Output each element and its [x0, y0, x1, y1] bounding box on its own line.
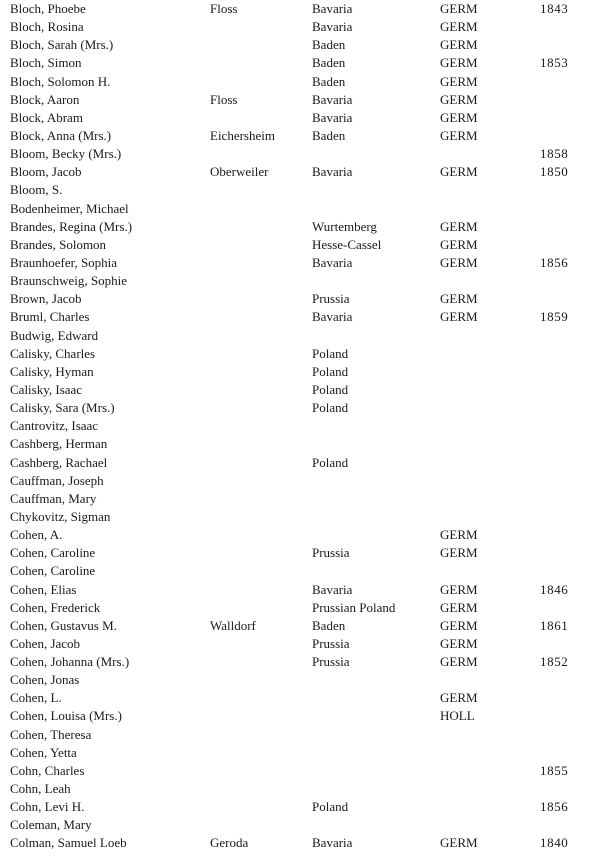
entry-name: Cashberg, Herman [10, 436, 108, 452]
entry-name: Cohen, Yetta [10, 744, 77, 760]
entry-region: Prussia [312, 291, 350, 307]
register-row [0, 181, 590, 199]
entry-region: Prussia [312, 635, 350, 651]
entry-country: GERM [440, 635, 478, 651]
entry-name: Brandes, Solomon [10, 236, 107, 252]
entry-name: Bruml, Charles [10, 309, 90, 325]
register-row [0, 581, 590, 599]
register-row [0, 762, 590, 780]
entry-region: Bavaria [312, 254, 353, 270]
entry-country: GERM [440, 1, 478, 16]
entry-country: HOLL [440, 708, 475, 724]
register-row [0, 689, 590, 707]
register-row [0, 363, 590, 381]
entry-country: GERM [440, 654, 478, 670]
entry-country: GERM [440, 164, 478, 180]
register-row [0, 236, 590, 254]
entry-year: 1858 [540, 146, 569, 162]
entry-region: Baden [312, 37, 346, 53]
entry-name: Cashberg, Rachael [10, 454, 108, 470]
register-row [0, 417, 590, 435]
entry-year: 1843 [540, 1, 569, 16]
entry-town: Eichersheim [210, 127, 275, 143]
entry-region: Hesse-Cassel [312, 236, 382, 252]
entry-region: Baden [312, 73, 346, 89]
register-row [0, 127, 590, 145]
entry-region: Prussia [312, 545, 350, 561]
entry-country: GERM [440, 599, 478, 615]
entry-region: Prussian Poland [312, 599, 396, 615]
entry-name: Cohen, A. [10, 527, 63, 543]
register-row [0, 200, 590, 218]
entry-country: GERM [440, 109, 478, 125]
register-row [0, 726, 590, 744]
entry-name: Cohen, Johanna (Mrs.) [10, 654, 130, 670]
entry-name: Cohen, Caroline [10, 563, 96, 579]
register-row [0, 780, 590, 798]
entry-country: GERM [440, 527, 478, 543]
entry-year: 1852 [540, 654, 569, 670]
register-row [0, 272, 590, 290]
register-row [0, 399, 590, 417]
register-row [0, 18, 590, 36]
register-row [0, 798, 590, 816]
entry-region: Poland [312, 363, 349, 379]
entry-town: Geroda [210, 835, 249, 851]
register-row [0, 163, 590, 181]
entry-country: GERM [440, 37, 478, 53]
entry-name: Calisky, Sara (Mrs.) [10, 400, 115, 416]
entry-region: Bavaria [312, 19, 353, 35]
register-row [0, 744, 590, 762]
entry-name: Bloch, Rosina [10, 19, 84, 35]
register-row [0, 599, 590, 617]
register-row [0, 308, 590, 326]
entry-name: Braunhoefer, Sophia [10, 254, 118, 270]
register-row [0, 327, 590, 345]
register-row [0, 254, 590, 272]
register-row [0, 671, 590, 689]
register-row [0, 617, 590, 635]
register-row [0, 381, 590, 399]
entry-name: Block, Abram [10, 109, 83, 125]
entry-region: Baden [312, 617, 346, 633]
register-row [0, 508, 590, 526]
entry-year: 1840 [540, 835, 569, 851]
entry-country: GERM [440, 617, 478, 633]
entry-country: GERM [440, 73, 478, 89]
entry-name: Brown, Jacob [10, 291, 82, 307]
entry-name: Brandes, Regina (Mrs.) [10, 218, 133, 234]
entry-name: Cohn, Charles [10, 762, 85, 778]
entry-name: Cohen, Theresa [10, 726, 92, 742]
entry-name: Bloch, Phoebe [10, 1, 86, 16]
entry-region: Bavaria [312, 1, 353, 16]
register-row [0, 472, 590, 490]
entry-year: 1859 [540, 309, 569, 325]
register-row [0, 635, 590, 653]
entry-region: Wurtemberg [312, 218, 377, 234]
register-row [0, 91, 590, 109]
register-row [0, 290, 590, 308]
entry-region: Bavaria [312, 164, 353, 180]
entry-region: Bavaria [312, 109, 353, 125]
register-row [0, 834, 590, 852]
register-row [0, 490, 590, 508]
entry-country: GERM [440, 19, 478, 35]
entry-name: Block, Anna (Mrs.) [10, 127, 112, 143]
entry-town: Floss [210, 91, 238, 107]
entry-year: 1850 [540, 164, 569, 180]
register-row [0, 435, 590, 453]
entry-name: Braunschweig, Sophie [10, 273, 127, 289]
entry-name: Cohn, Levi H. [10, 799, 85, 815]
entry-country: GERM [440, 218, 478, 234]
entry-name: Cohen, L. [10, 690, 62, 706]
entry-name: Cantrovitz, Isaac [10, 418, 99, 434]
register-row [0, 345, 590, 363]
entry-name: Block, Aaron [10, 91, 80, 107]
entry-country: GERM [440, 254, 478, 270]
entry-region: Bavaria [312, 309, 353, 325]
register-row [0, 454, 590, 472]
register-row [0, 36, 590, 54]
entry-country: GERM [440, 309, 478, 325]
entry-region: Bavaria [312, 835, 353, 851]
entry-region: Baden [312, 55, 346, 71]
entry-name: Cohen, Jacob [10, 635, 81, 651]
entry-region: Poland [312, 381, 349, 397]
register-row [0, 0, 590, 18]
register-row [0, 526, 590, 544]
entry-name: Bloom, Becky (Mrs.) [10, 146, 122, 162]
entry-name: Chykovitz, Sigman [10, 508, 111, 524]
entry-region: Baden [312, 127, 346, 143]
entry-country: GERM [440, 545, 478, 561]
entry-year: 1846 [540, 581, 569, 597]
entry-name: Bloom, Jacob [10, 164, 82, 180]
entry-region: Poland [312, 799, 349, 815]
entry-name: Bloch, Sarah (Mrs.) [10, 37, 114, 53]
entry-name: Cohen, Caroline [10, 545, 96, 561]
entry-name: Cauffman, Mary [10, 490, 97, 506]
entry-country: GERM [440, 690, 478, 706]
entry-country: GERM [440, 236, 478, 252]
entry-region: Bavaria [312, 581, 353, 597]
entry-country: GERM [440, 835, 478, 851]
entry-name: Coleman, Mary [10, 817, 92, 833]
entry-region: Poland [312, 454, 349, 470]
entry-town: Oberweiler [210, 164, 269, 180]
entry-year: 1861 [540, 617, 569, 633]
entry-name: Budwig, Edward [10, 327, 99, 343]
register-row [0, 109, 590, 127]
entry-year: 1856 [540, 254, 569, 270]
register-row [0, 562, 590, 580]
entry-name: Cauffman, Joseph [10, 472, 104, 488]
entry-name: Calisky, Hyman [10, 363, 94, 379]
register-row [0, 653, 590, 671]
entry-name: Calisky, Charles [10, 345, 96, 361]
entry-region: Poland [312, 400, 349, 416]
register-row [0, 707, 590, 725]
register-row [0, 145, 590, 163]
entry-name: Cohen, Elias [10, 581, 77, 597]
entry-country: GERM [440, 581, 478, 597]
entry-name: Cohn, Leah [10, 781, 71, 797]
entry-name: Bodenheimer, Michael [10, 200, 129, 216]
entry-name: Colman, Samuel Loeb [10, 835, 127, 851]
entry-town: Walldorf [210, 617, 256, 633]
register-row [0, 218, 590, 236]
entry-year: 1853 [540, 55, 569, 71]
entry-country: GERM [440, 291, 478, 307]
register-row [0, 73, 590, 91]
entry-country: GERM [440, 91, 478, 107]
register-row [0, 816, 590, 834]
entry-region: Poland [312, 345, 349, 361]
entry-year: 1855 [540, 762, 569, 778]
entry-name: Calisky, Isaac [10, 381, 83, 397]
entry-name: Cohen, Gustavus M. [10, 617, 117, 633]
entry-region: Prussia [312, 654, 350, 670]
entry-region: Bavaria [312, 91, 353, 107]
entry-name: Cohen, Louisa (Mrs.) [10, 708, 122, 724]
entry-name: Cohen, Frederick [10, 599, 101, 615]
register-row [0, 544, 590, 562]
entry-town: Floss [210, 1, 238, 16]
entry-country: GERM [440, 127, 478, 143]
entry-name: Bloom, S. [10, 182, 63, 198]
register-row [0, 54, 590, 72]
entry-year: 1856 [540, 799, 569, 815]
entry-name: Bloch, Simon [10, 55, 82, 71]
entry-country: GERM [440, 55, 478, 71]
entry-name: Bloch, Solomon H. [10, 73, 111, 89]
entry-name: Cohen, Jonas [10, 672, 80, 688]
